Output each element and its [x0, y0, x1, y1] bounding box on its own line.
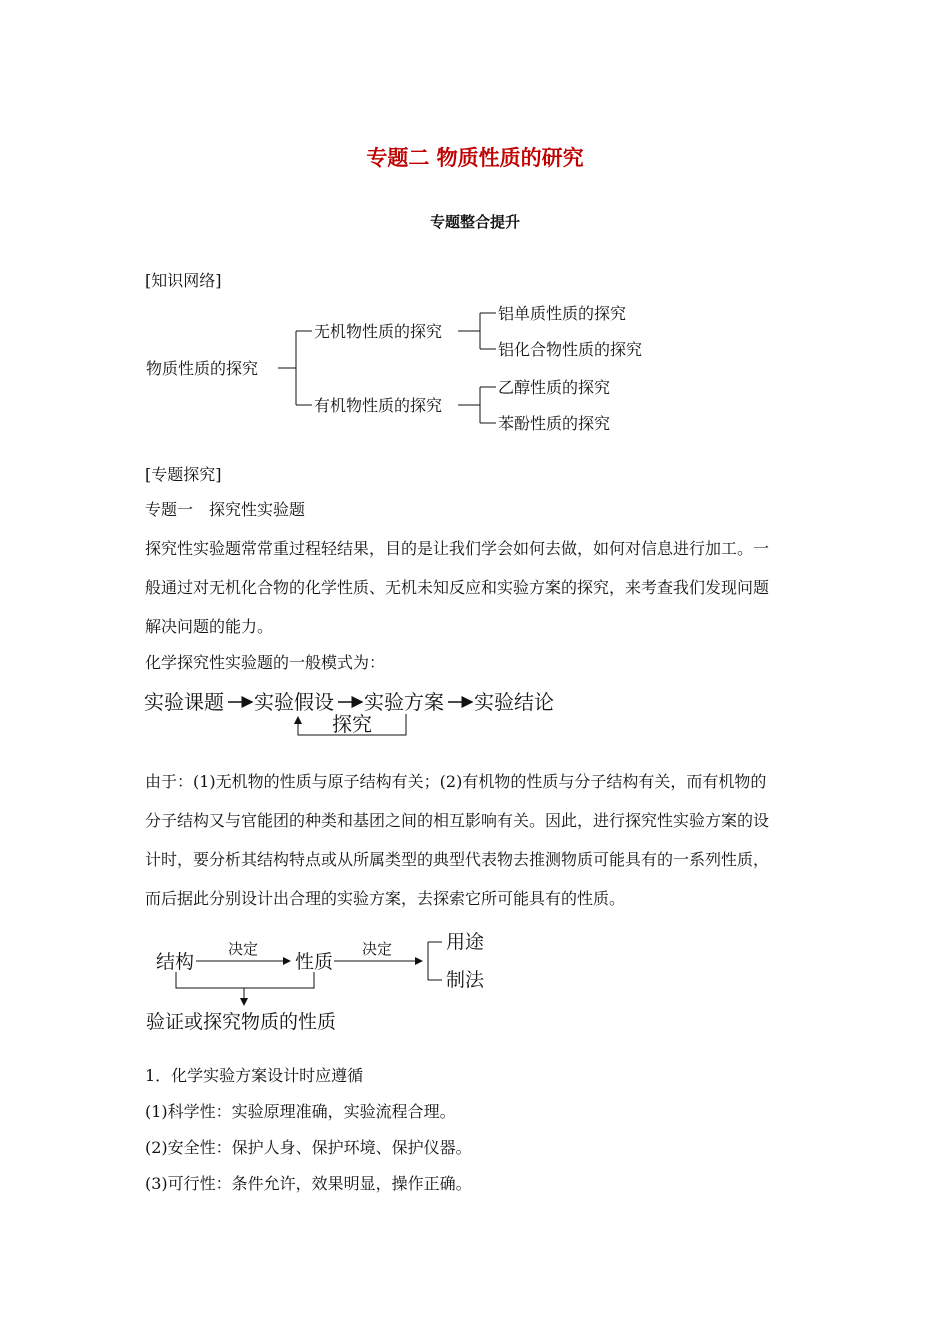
page-subtitle: 专题整合提升 [429, 213, 520, 231]
tree-root: 物质性质的探究 [146, 359, 259, 378]
principle-item: (2)安全性：保护人身、保护环境、保护仪器。 [145, 1138, 472, 1157]
principles-heading: 1．化学实验方案设计时应遵循 [145, 1066, 364, 1085]
mode-step: 实验课题 [144, 690, 224, 714]
verify-label: 验证或探究物质的性质 [146, 1011, 337, 1033]
structure-label: 结构 [156, 951, 195, 973]
knowledge-network-diagram [140, 296, 700, 441]
principle-item: (1)科学性：实验原理准确，实验流程合理。 [145, 1102, 456, 1121]
mode-step: 实验假设 [254, 690, 334, 714]
paragraph-line: 般通过对无机化合物的化学性质、无机未知反应和实验方案的探究，来考查我们发现问题 [145, 578, 770, 597]
knowledge-network-label: [知识网络] [145, 271, 222, 290]
paragraph-line: 而后据此分别设计出合理的实验方案，去探索它所可能具有的性质。 [145, 889, 626, 908]
use-label: 用途 [446, 931, 485, 953]
decides-label: 决定 [228, 940, 259, 958]
paragraph-line: 分子结构又与官能团的种类和基团之间的相互影响有关。因此，进行探究性实验方案的设 [145, 811, 770, 830]
tree-leaf: 乙醇性质的探究 [498, 378, 611, 397]
tree-branch-organic: 有机物性质的探究 [314, 396, 443, 415]
mode-label: 化学探究性实验题的一般模式为： [145, 653, 386, 672]
paragraph-line: 解决问题的能力。 [145, 617, 274, 636]
tree-leaf: 苯酚性质的探究 [498, 414, 611, 433]
mode-feedback: 探究 [332, 712, 372, 736]
tree-leaf: 铝化合物性质的探究 [498, 340, 643, 359]
paragraph-line: 探究性实验题常常重过程轻结果，目的是让我们学会如何去做，如何对信息进行加工。一 [145, 539, 770, 558]
property-label: 性质 [295, 951, 334, 973]
decides-label: 决定 [362, 940, 393, 958]
tree-leaf: 铝单质性质的探究 [498, 304, 627, 323]
paragraph-line: 由于：(1)无机物的性质与原子结构有关；(2)有机物的性质与分子结构有关，而有机物的 [145, 772, 767, 791]
mode-step: 实验结论 [474, 690, 554, 714]
structure-property-diagram [140, 928, 520, 1038]
bracket-connector [176, 972, 314, 988]
preparation-label: 制法 [446, 969, 485, 991]
paragraph-line: 计时，要分析其结构特点或从所属类型的典型代表物去推测物质可能具有的一系列性质， [145, 850, 770, 869]
topic-heading: 专题一 探究性实验题 [145, 500, 306, 519]
page-title: 专题二 物质性质的研究 [366, 146, 584, 170]
mode-step: 实验方案 [364, 690, 444, 714]
topic-section-label: [专题探究] [145, 465, 222, 484]
reason-paragraph [145, 762, 810, 918]
tree-branch-inorganic: 无机物性质的探究 [314, 322, 443, 341]
mode-flow-diagram [140, 684, 580, 740]
principle-item: (3)可行性：条件允许，效果明显，操作正确。 [145, 1174, 472, 1193]
intro-paragraph [145, 529, 810, 646]
